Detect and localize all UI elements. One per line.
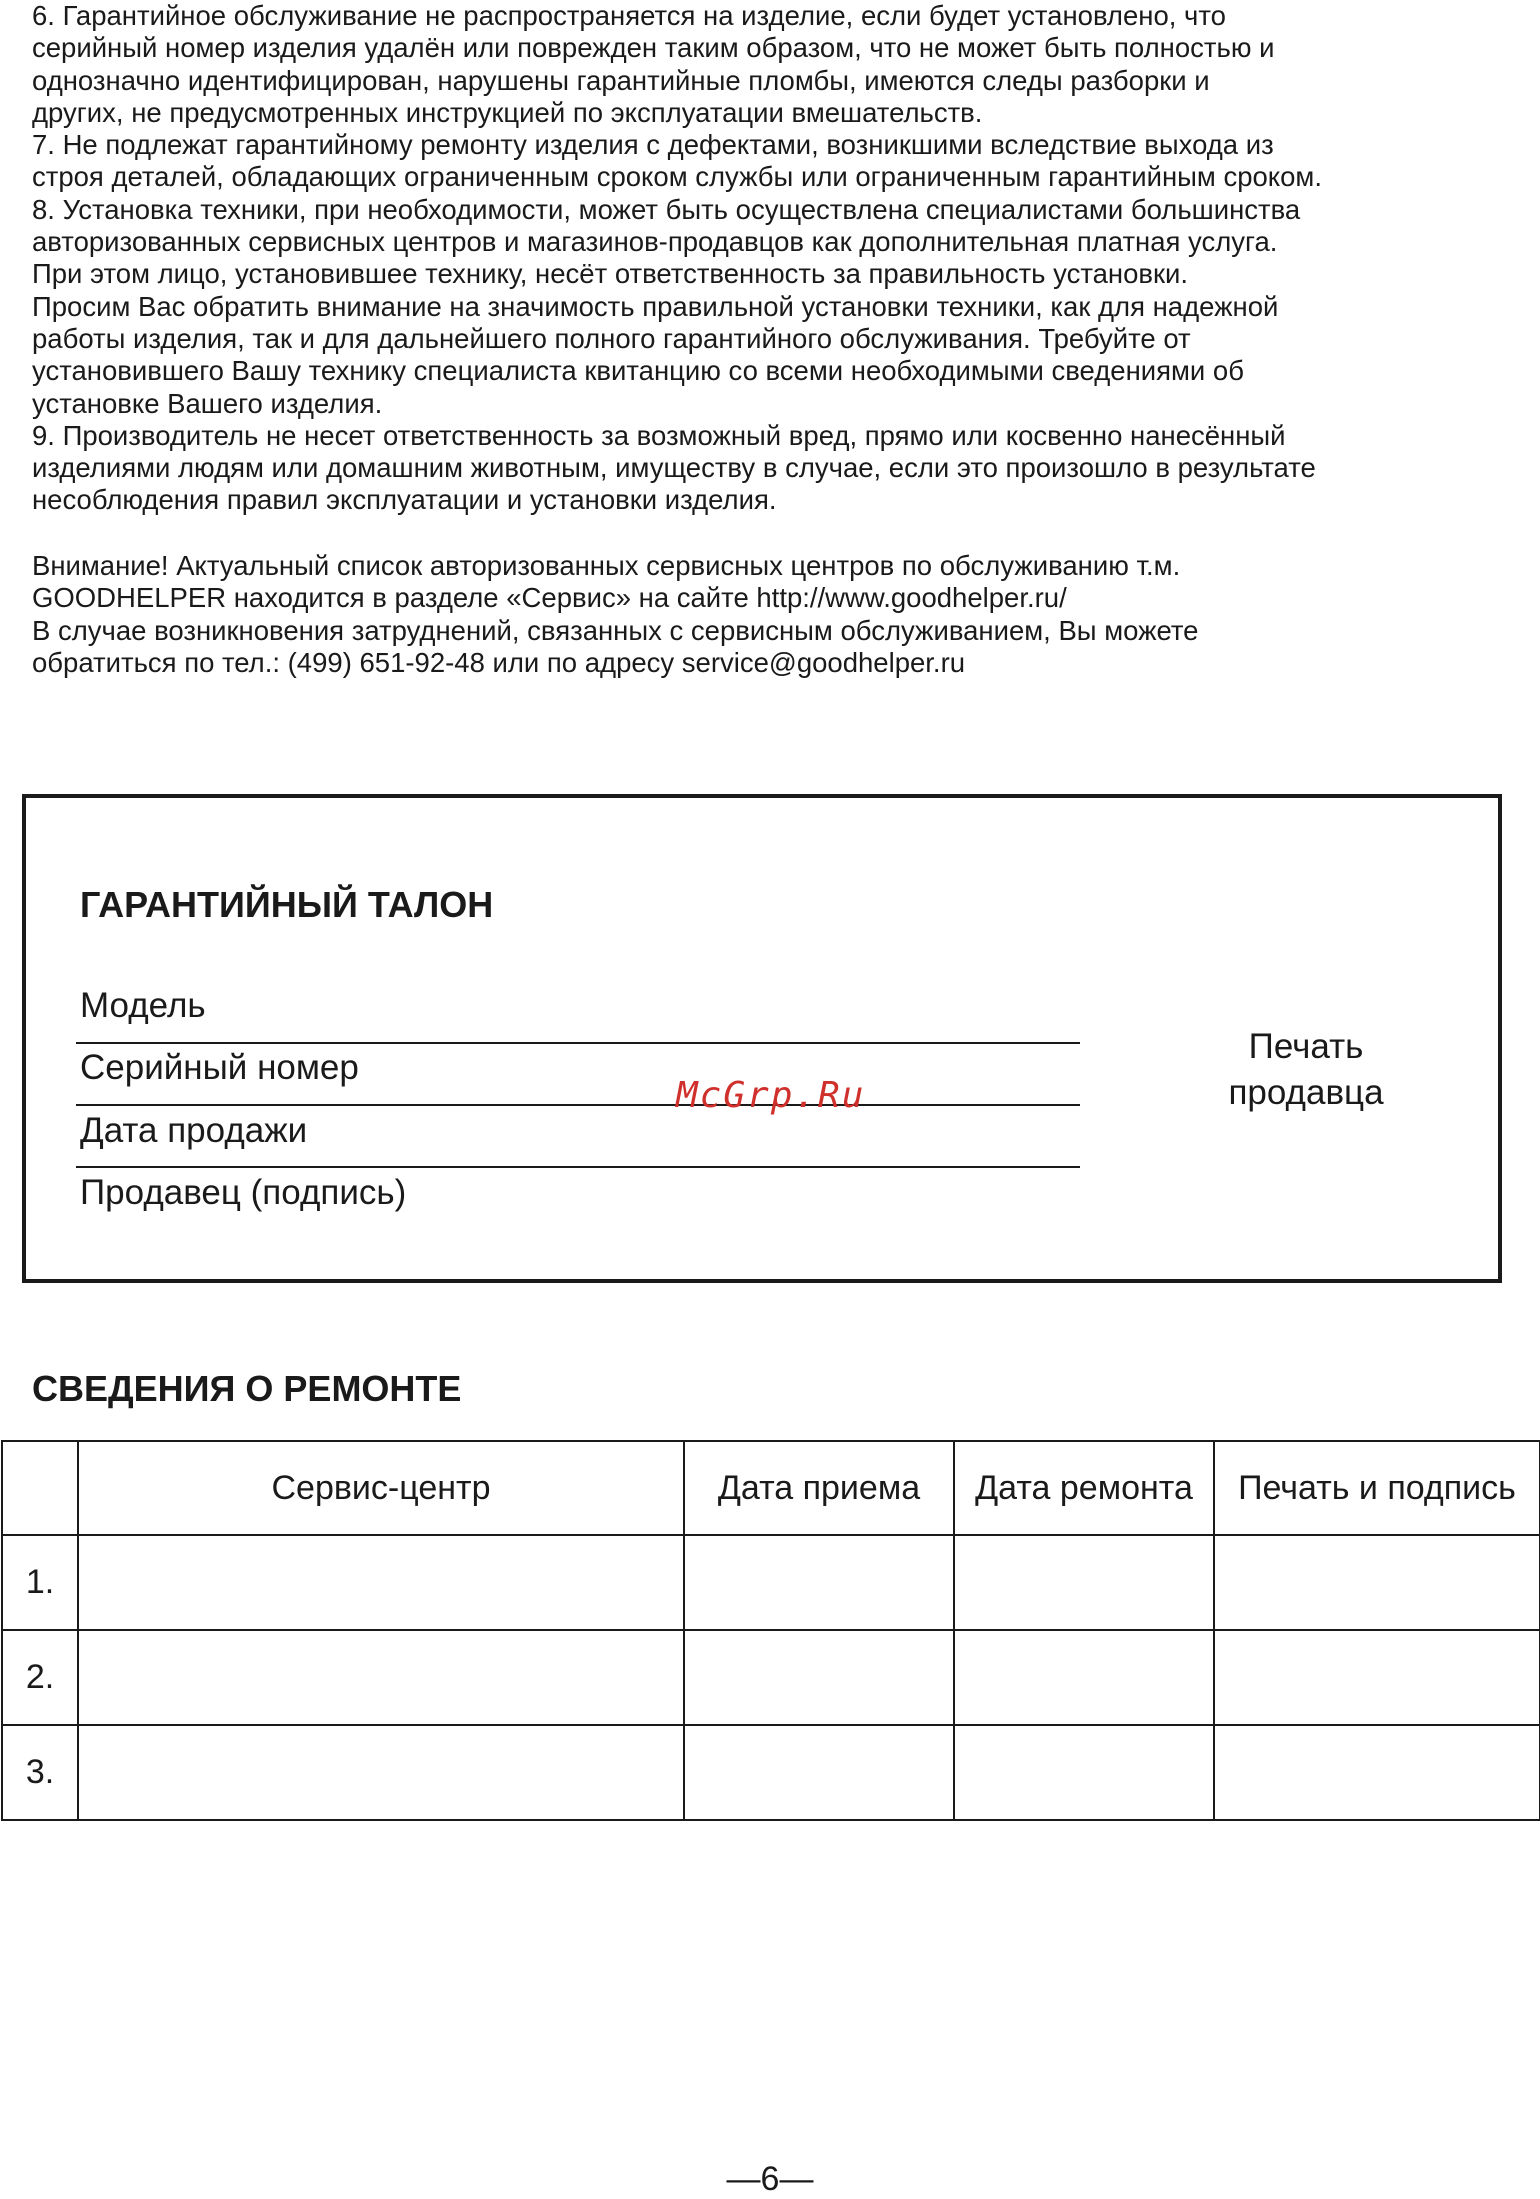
table-cell: [1214, 1725, 1540, 1820]
header-cell-service-center: Сервис-центр: [78, 1441, 684, 1535]
terms-line: установке Вашего изделия.: [32, 387, 383, 419]
terms-line: строя деталей, обладающих ограниченным сроком службы или ограниченным гарантийным сроком.: [32, 161, 1322, 193]
warranty-card: [22, 794, 1502, 1283]
header-cell-stamp-signature: Печать и подпись: [1214, 1441, 1540, 1535]
header-cell-receive-date: Дата приема: [684, 1441, 954, 1535]
terms-line: установившего Вашу технику специалиста квитанцию со всеми необходимыми сведениями об: [32, 355, 1244, 387]
stamp-label-line2: продавца: [1228, 1073, 1384, 1112]
table-cell: [78, 1725, 684, 1820]
table-cell: [684, 1535, 954, 1630]
terms-line: серийный номер изделия удалён или поврежден таким образом, что не может быть полностью и: [32, 32, 1275, 64]
table-row: [2, 1535, 1540, 1630]
seller-stamp-area: [1166, 1024, 1446, 1116]
notice-line: GOODHELPER находится в разделе «Сервис» на сайте http://www.goodhelper.ru/: [32, 582, 1067, 614]
terms-line: 8. Установка техники, при необходимости, может быть осуществлена специалистами большинства: [32, 193, 1301, 225]
terms-line: других, не предусмотренных инструкцией по эксплуатации вмешательств.: [32, 96, 983, 128]
table-cell: [78, 1535, 684, 1630]
page-number-value: 6: [760, 2160, 780, 2198]
terms-line: несоблюдения правил эксплуатации и установки изделия.: [32, 484, 777, 516]
warranty-terms: [32, 0, 1532, 517]
table-header-row: [2, 1441, 1540, 1535]
header-cell-repair-date: Дата ремонта: [954, 1441, 1214, 1535]
table-cell: [1214, 1630, 1540, 1725]
row-number: 3.: [2, 1725, 78, 1820]
table-cell: [684, 1725, 954, 1820]
notice-line: В случае возникновения затруднений, связанных с сервисным обслуживанием, Вы можете: [32, 614, 1199, 646]
terms-line: 9. Производитель не несет ответственность за возможный вред, прямо или косвенно нанесённый: [32, 419, 1286, 451]
terms-line: изделиями людям или домашним животным, имуществу в случае, если это произошло в результате: [32, 452, 1316, 484]
row-number: 2.: [2, 1630, 78, 1725]
row-number: 1.: [2, 1535, 78, 1630]
table-cell: [78, 1630, 684, 1725]
terms-line: 6. Гарантийное обслуживание не распространяется на изделие, если будет установлено, что: [32, 0, 1226, 31]
warranty-card-title: ГАРАНТИЙНЫЙ ТАЛОН: [80, 884, 494, 925]
table-cell: [1214, 1535, 1540, 1630]
field-seller-signature: Продавец (подпись): [80, 1173, 407, 1212]
repairs-table: [1, 1440, 1540, 1821]
repairs-title: СВЕДЕНИЯ О РЕМОНТЕ: [32, 1368, 462, 1409]
watermark: McGrp.Ru: [676, 1075, 866, 1116]
table-cell: [684, 1630, 954, 1725]
notice-line: Внимание! Актуальный список авторизованных сервисных центров по обслуживанию т.м.: [32, 550, 1181, 581]
field-model: Модель: [80, 986, 206, 1025]
terms-line: Просим Вас обратить внимание на значимость правильной установки техники, как для надежной: [32, 290, 1279, 322]
terms-line: 7. Не подлежат гарантийному ремонту изделия с дефектами, возникшими вследствие выхода из: [32, 129, 1274, 161]
table-cell: [954, 1630, 1214, 1725]
page-number-dash-left: —: [726, 2160, 761, 2198]
terms-line: авторизованных сервисных центров и магазинов-продавцов как дополнительная платная услуга.: [32, 226, 1278, 258]
field-rule: [76, 1166, 1080, 1168]
field-serial-number: Серийный номер: [80, 1048, 359, 1087]
page-number-dash-right: —: [779, 2160, 814, 2198]
notice-line: обратиться по тел.: (499) 651-92-48 или по адресу service@goodhelper.ru: [32, 646, 966, 678]
stamp-label-line1: Печать: [1248, 1027, 1364, 1066]
terms-line: При этом лицо, установившее технику, несёт ответственность за правильность установки.: [32, 258, 1189, 290]
table-cell: [954, 1725, 1214, 1820]
header-cell-number: [2, 1441, 78, 1535]
page-number: [0, 2160, 1540, 2199]
table-row: [2, 1725, 1540, 1820]
service-notice: [32, 550, 1532, 679]
terms-line: однозначно идентифицирован, нарушены гарантийные пломбы, имеются следы разборки и: [32, 64, 1210, 96]
field-sale-date: Дата продажи: [80, 1111, 308, 1150]
table-cell: [954, 1535, 1214, 1630]
field-rule: [76, 1042, 1080, 1044]
field-rule: [76, 1104, 1080, 1106]
terms-line: работы изделия, так и для дальнейшего полного гарантийного обслуживания. Требуйте от: [32, 322, 1191, 354]
table-row: [2, 1630, 1540, 1725]
